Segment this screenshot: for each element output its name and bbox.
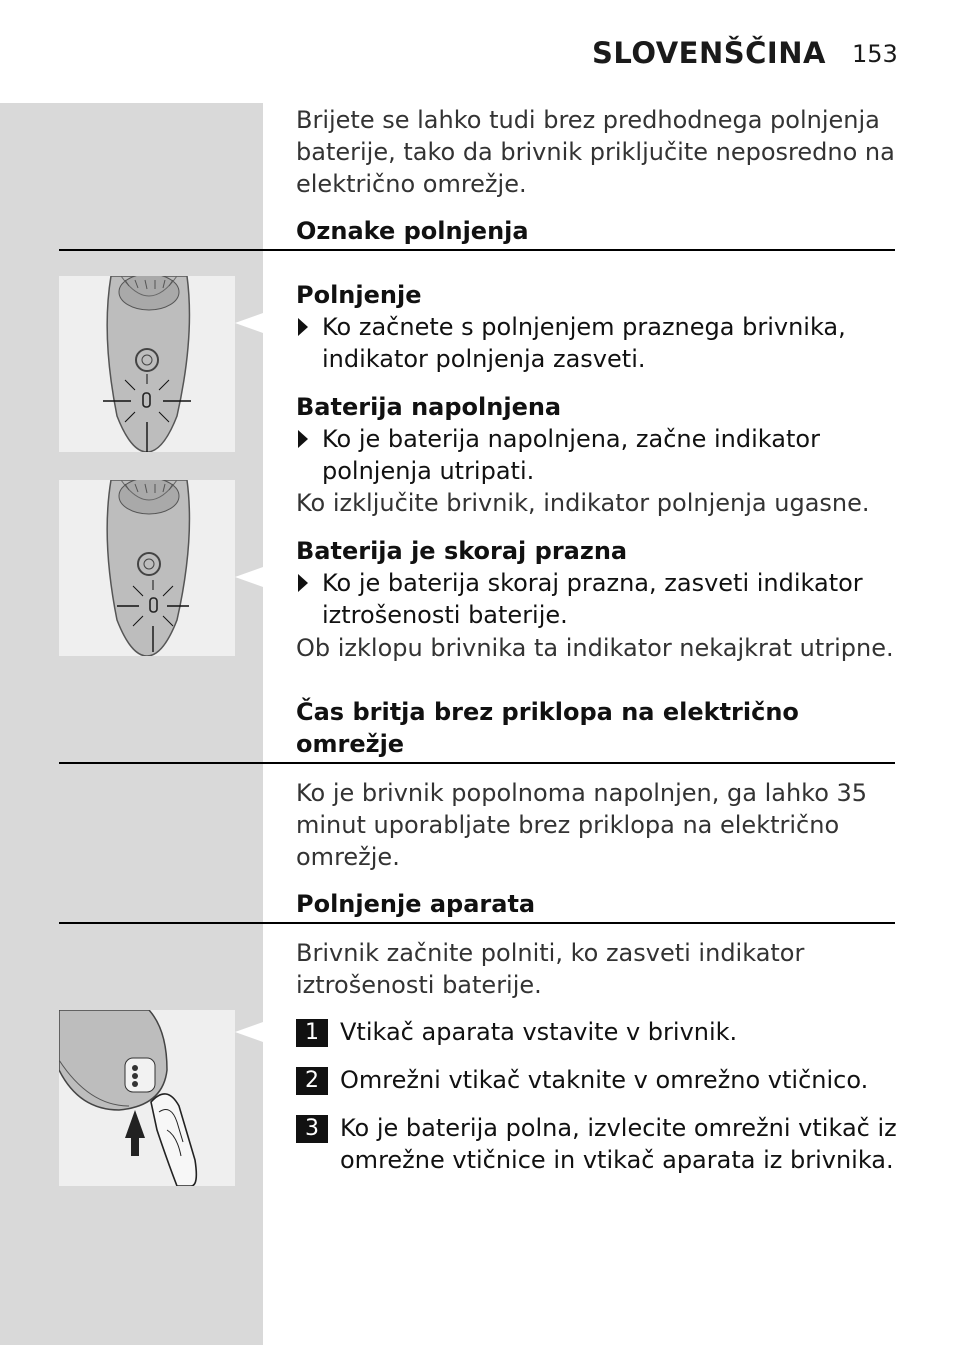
heading-charging-appliance: Polnjenje aparata <box>296 890 536 918</box>
cordless-body-line-2: minut uporabljate brez priklopa na električno <box>296 811 840 839</box>
figure-plug-insertion <box>59 1010 235 1186</box>
intro-line-2: baterije, tako da brivnik priključite neposredno na <box>296 138 895 166</box>
appliance-intro-line-1: Brivnik začnite polniti, ko zasveti indikator <box>296 939 805 967</box>
section-divider <box>59 922 895 924</box>
battery-full-line-1: Ko je baterija napolnjena, začne indikator <box>322 425 820 453</box>
plug-insertion-icon <box>59 1010 235 1186</box>
charging-line-1: Ko začnete s polnjenjem praznega brivnika, <box>322 313 846 341</box>
step-2-line-1: Omrežni vtikač vtaknite v omrežno vtičnico. <box>340 1066 869 1094</box>
heading-battery-low: Baterija je skoraj prazna <box>296 537 628 565</box>
heading-battery-full: Baterija napolnjena <box>296 393 562 421</box>
appliance-intro-line-2: iztrošenosti baterije. <box>296 971 542 999</box>
battery-low-line-2: iztrošenosti baterije. <box>322 601 568 629</box>
shaver-charging-light-icon <box>59 276 235 452</box>
figure-shaver-battery-low <box>59 480 235 656</box>
heading-cordless-time-line-2: omrežje <box>296 730 405 758</box>
cordless-body-line-1: Ko je brivnik popolnoma napolnjen, ga lahko 35 <box>296 779 868 807</box>
figure-pointer <box>235 313 263 333</box>
figure-pointer <box>235 1022 263 1042</box>
charging-line-2: indikator polnjenja zasveti. <box>322 345 646 373</box>
bullet-icon <box>298 430 308 448</box>
step-number-3: 3 <box>296 1115 328 1143</box>
battery-low-line-1: Ko je baterija skoraj prazna, zasveti indikator <box>322 569 863 597</box>
battery-low-note: Ob izklopu brivnika ta indikator nekajkrat utripne. <box>296 634 894 662</box>
battery-full-line-2: polnjenja utripati. <box>322 457 535 485</box>
section-divider <box>59 249 895 251</box>
intro-line-3: električno omrežje. <box>296 170 527 198</box>
section-heading-charge-indicator: Oznake polnjenja <box>296 217 529 245</box>
step-3-line-2: omrežne vtičnice in vtikač aparata iz brivnika. <box>340 1146 894 1174</box>
step-number-1: 1 <box>296 1019 328 1047</box>
bullet-icon <box>298 318 308 336</box>
shaver-battery-low-light-icon <box>59 480 235 656</box>
intro-line-1: Brijete se lahko tudi brez predhodnega polnjenja <box>296 106 880 134</box>
bullet-icon <box>298 574 308 592</box>
heading-charging: Polnjenje <box>296 281 422 309</box>
cordless-body-line-3: omrežje. <box>296 843 400 871</box>
battery-full-note: Ko izključite brivnik, indikator polnjenja ugasne. <box>296 489 870 517</box>
step-number-2: 2 <box>296 1067 328 1095</box>
heading-cordless-time-line-1: Čas britja brez priklopa na električno <box>296 698 799 726</box>
step-3-line-1: Ko je baterija polna, izvlecite omrežni vtikač iz <box>340 1114 897 1142</box>
page-number: 153 <box>852 40 898 68</box>
step-1-line-1: Vtikač aparata vstavite v brivnik. <box>340 1018 738 1046</box>
section-divider <box>59 762 895 764</box>
page-language-header: SLOVENŠČINA <box>592 36 826 70</box>
figure-shaver-charging <box>59 276 235 452</box>
figure-pointer <box>235 567 263 587</box>
